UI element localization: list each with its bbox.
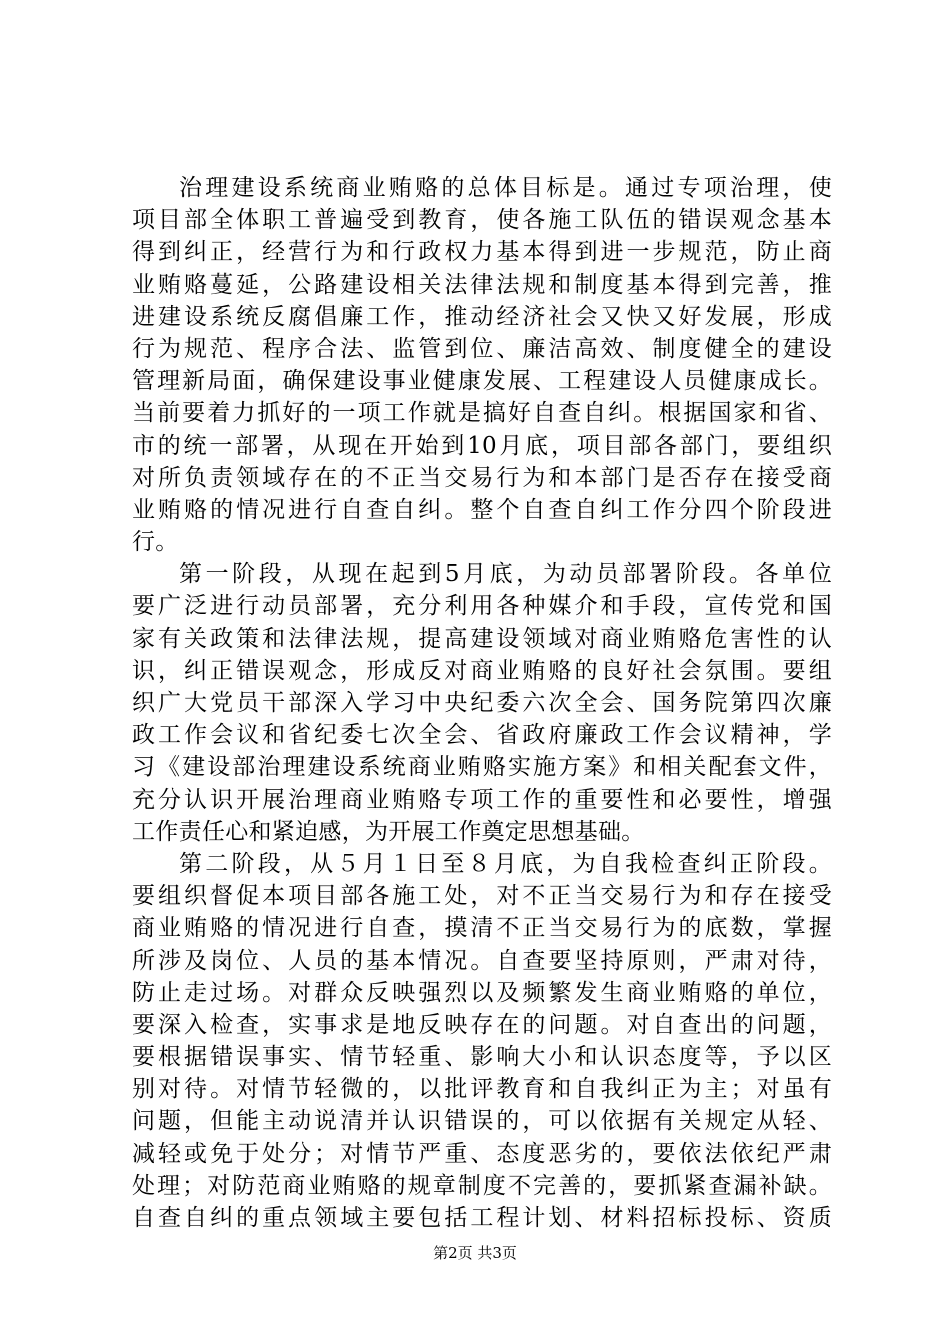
text-line: 防止走过场。对群众反映强烈以及频繁发生商业贿赂的单位，: [132, 979, 832, 1006]
text-line: 识，纠正错误观念，形成反对商业贿赂的良好社会氛围。要组: [132, 657, 832, 684]
text-line: 自查自纠的重点领域主要包括工程计划、材料招标投标、资质: [132, 1205, 832, 1231]
text-line: 项目部全体职工普遍受到教育，使各施工队伍的错误观念基本: [132, 207, 832, 234]
text-line: 要广泛进行动员部署，充分利用各种媒介和手段，宣传党和国: [132, 593, 832, 620]
document-body: [132, 172, 832, 1234]
text-line: 行为规范、程序合法、监管到位、廉洁高效、制度健全的建设: [132, 335, 832, 362]
text-line: 对所负责领域存在的不正当交易行为和本部门是否存在接受商: [132, 464, 832, 491]
text-line: 第一阶段，从现在起到5月底，为动员部署阶段。各单位: [179, 561, 832, 588]
text-line: 行。: [132, 529, 179, 556]
text-line: 所涉及岗位、人员的基本情况。自查要坚持原则，严肃对待，: [132, 947, 832, 974]
text-line: 政工作会议和省纪委七次全会、省政府廉政工作会议精神，学: [132, 722, 832, 749]
text-line: 处理；对防范商业贿赂的规章制度不完善的，要抓紧查漏补缺。: [132, 1172, 832, 1199]
text-line: 商业贿赂的情况进行自查，摸清不正当交易行为的底数，掌握: [132, 915, 832, 942]
text-line: 业贿赂蔓延，公路建设相关法律法规和制度基本得到完善，推: [132, 271, 832, 298]
text-line: 市的统一部署，从现在开始到10月底，项目部各部门，要组织: [132, 432, 832, 459]
text-line: 别对待。对情节轻微的，以批评教育和自我纠正为主；对虽有: [132, 1076, 832, 1103]
text-line: 当前要着力抓好的一项工作就是搞好自查自纠。根据国家和省、: [132, 400, 832, 427]
text-line: 得到纠正，经营行为和行政权力基本得到进一步规范，防止商: [132, 239, 832, 266]
text-line: 治理建设系统商业贿赂的总体目标是。通过专项治理，使: [179, 175, 832, 201]
text-line: 管理新局面，确保建设事业健康发展、工程建设人员健康成长。: [132, 368, 832, 395]
text-line: 织广大党员干部深入学习中央纪委六次全会、国务院第四次廉: [132, 690, 832, 716]
text-line: 问题，但能主动说清并认识错误的，可以依据有关规定从轻、: [132, 1108, 832, 1135]
text-line: 第二阶段，从５月１日至８月底，为自我检查纠正阶段。: [179, 850, 832, 877]
text-line: 减轻或免于处分；对情节严重、态度恶劣的，要依法依纪严肃: [132, 1140, 832, 1167]
text-line: 习《建设部治理建设系统商业贿赂实施方案》和相关配套文件，: [132, 754, 832, 781]
text-line: 工作责任心和紧迫感，为开展工作奠定思想基础。: [132, 818, 645, 845]
text-line: 要组织督促本项目部各施工处，对不正当交易行为和存在接受: [132, 883, 832, 910]
text-line: 要根据错误事实、情节轻重、影响大小和认识态度等，予以区: [132, 1044, 832, 1071]
text-line: 进建设系统反腐倡廉工作，推动经济社会又快又好发展，形成: [132, 303, 832, 330]
page-footer: 第2页 共3页: [433, 1244, 517, 1262]
text-line: 要深入检查，实事求是地反映存在的问题。对自查出的问题，: [132, 1011, 832, 1038]
text-line: 业贿赂的情况进行自查自纠。整个自查自纠工作分四个阶段进: [132, 496, 832, 523]
text-line: 家有关政策和法律法规，提高建设领域对商业贿赂危害性的认: [132, 625, 832, 652]
text-line: 充分认识开展治理商业贿赂专项工作的重要性和必要性，增强: [132, 786, 832, 813]
